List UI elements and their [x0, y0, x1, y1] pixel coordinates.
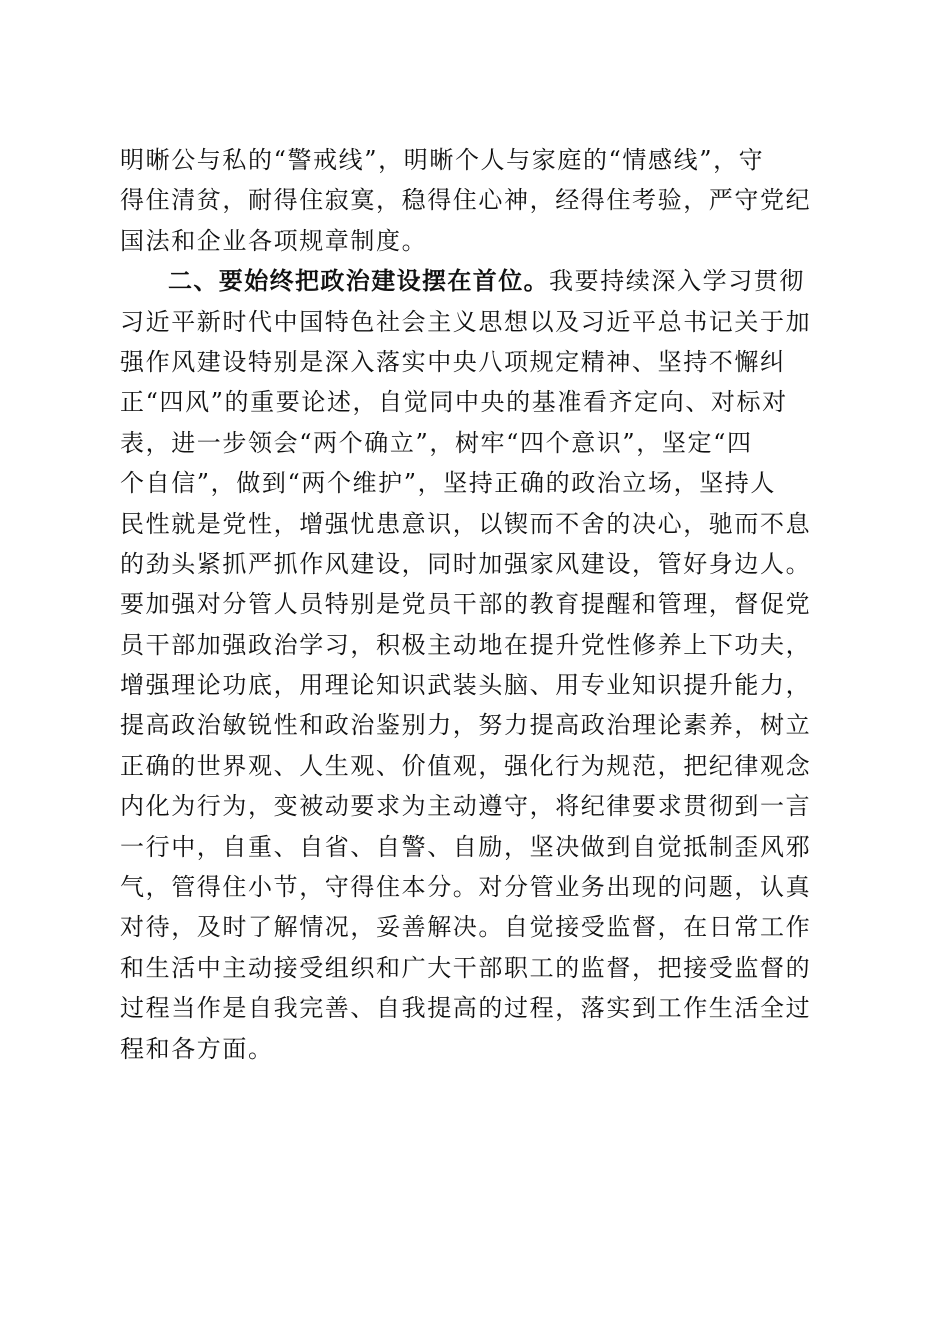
text-line: 气，管得住小节，守得住本分。对分管业务出现的问题，认真 — [120, 873, 812, 902]
text-line: 国法和企业各项规章制度。 — [120, 226, 428, 255]
body-text — [120, 140, 832, 1069]
text-line: 强作风建设特别是深入落实中央八项规定精神、坚持不懈纠 — [120, 347, 786, 376]
text-line: 提高政治敏锐性和政治鉴别力，努力提高政治理论素养，树立 — [120, 711, 812, 740]
text-line: 表，进一步领会“两个确立”，树牢“四个意识”，坚定“四 — [120, 428, 753, 457]
text-line: 正“四风”的重要论述，自觉同中央的基准看齐定向、对标对 — [120, 388, 788, 417]
text-line: 对待，及时了解情况，妥善解决。自觉接受监督，在日常工作 — [120, 913, 812, 942]
text-line: 的劲头紧抓严抓作风建设，同时加强家风建设，管好身边人。 — [120, 549, 812, 578]
text-line: 正确的世界观、人生观、价值观，强化行为规范，把纪律观念 — [120, 751, 812, 780]
text-line: 程和各方面。 — [120, 1034, 274, 1063]
text-line: 个自信”，做到“两个维护”，坚持正确的政治立场，坚持人 — [120, 469, 777, 498]
text-line: 得住清贫，耐得住寂寞，稳得住心神，经得住考验，严守党纪 — [120, 186, 812, 215]
text-line: 员干部加强政治学习，积极主动地在提升党性修养上下功夫， — [120, 630, 812, 659]
text-line: 内化为行为，变被动要求为主动遵守，将纪律要求贯彻到一言 — [120, 792, 812, 821]
text-line: 明晰公与私的“警戒线”，明晰个人与家庭的“情感线”，守 — [120, 146, 765, 174]
text-line: 过程当作是自我完善、自我提高的过程，落实到工作生活全过 — [120, 994, 812, 1023]
text-line-rest: 我要持续深入学习贯彻 — [549, 267, 805, 296]
text-line: 民性就是党性，增强忧患意识，以锲而不舍的决心，驰而不息 — [120, 509, 812, 538]
text-line: 习近平新时代中国特色社会主义思想以及习近平总书记关于加 — [120, 307, 812, 336]
section-heading: 二、要始终把政治建设摆在首位。 — [168, 267, 549, 296]
text-line: 和生活中主动接受组织和广大干部职工的监督，把接受监督的 — [120, 953, 812, 982]
section-heading-line — [120, 261, 832, 301]
text-line: 要加强对分管人员特别是党员干部的教育提醒和管理，督促党 — [120, 590, 812, 619]
text-line: 一行中，自重、自省、自警、自励，坚决做到自觉抵制歪风邪 — [120, 832, 812, 861]
text-line: 增强理论功底，用理论知识武装头脑、用专业知识提升能力， — [120, 671, 812, 700]
